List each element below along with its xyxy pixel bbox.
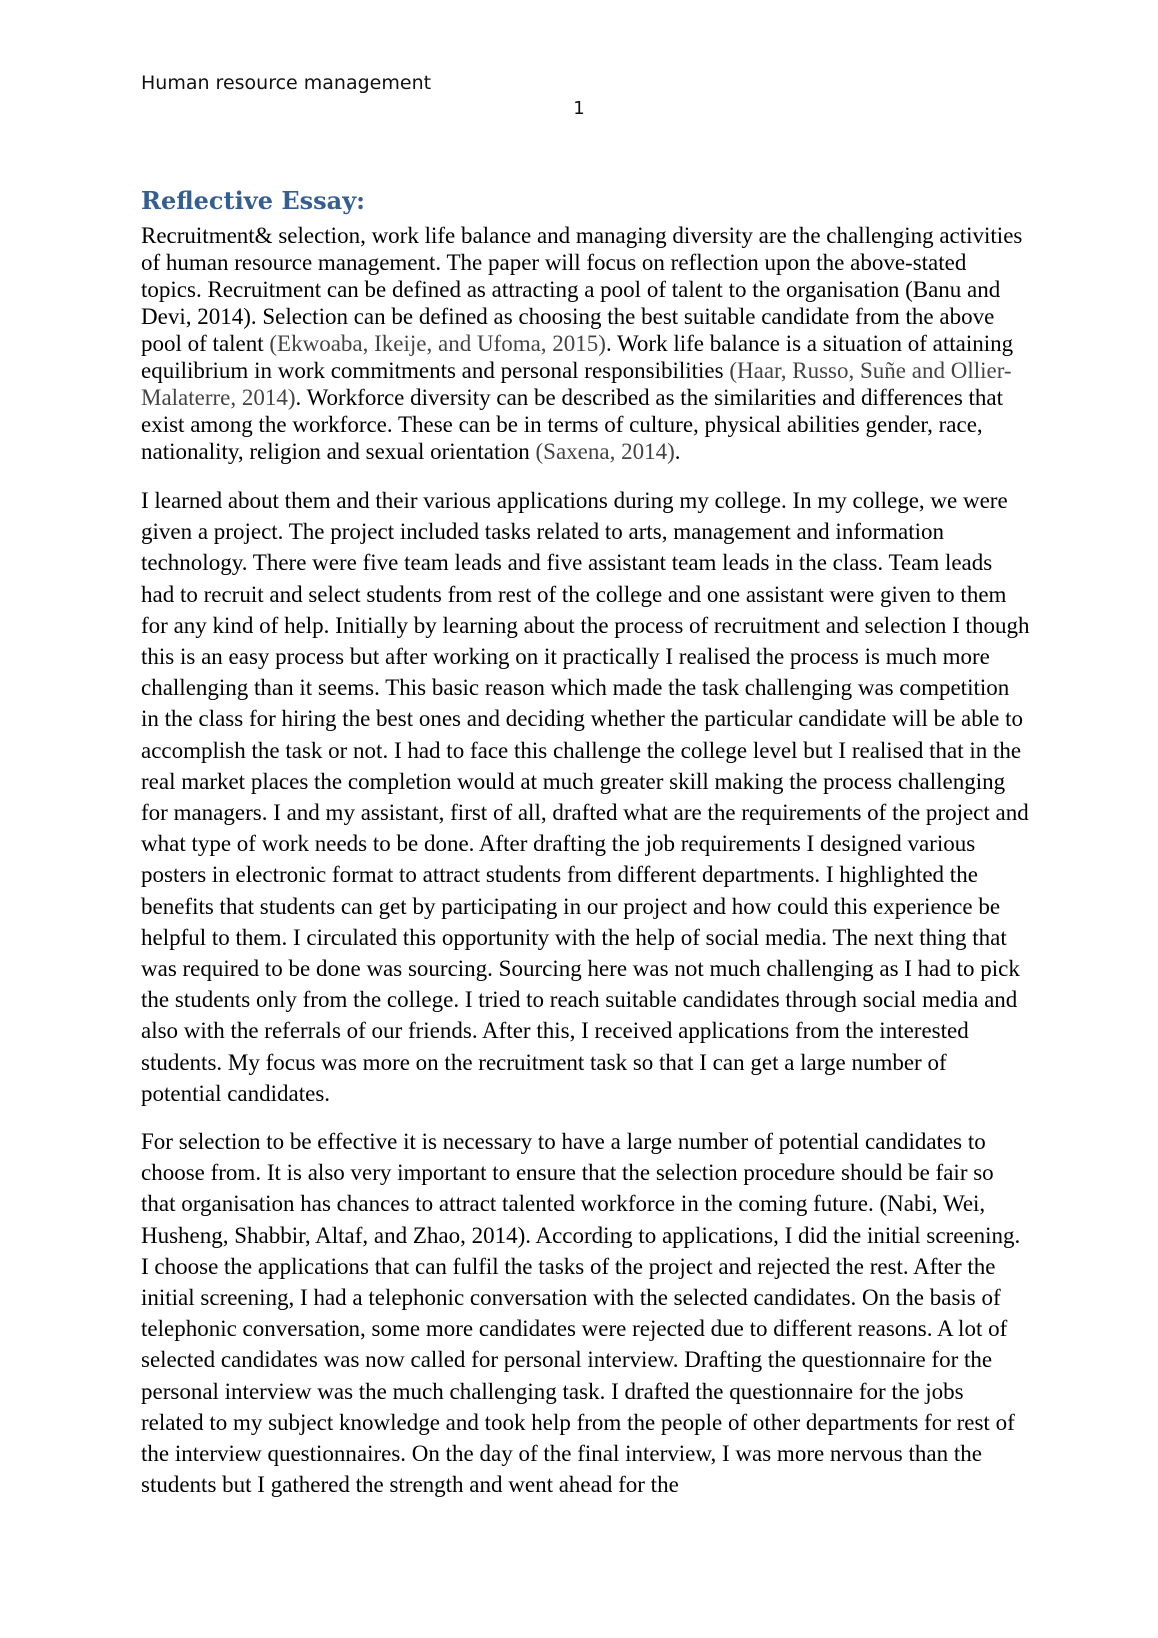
citation-ekwoaba: (Ekwoaba, Ikeije, and Ufoma, 2015) — [269, 331, 606, 356]
paragraph-intro-text-a: Recruitment& selection, work life balance and managing diversity are the challenging activities of human resource management. The paper will focus on reflection upon the above-stated topics. Recruitment can be defined as attracting a pool of talent to the organisation (Banu and Devi, 2014). Selection can be defined as choosing the best suitable candidate from the above pool of talent — [141, 223, 1023, 356]
citation-saxena: (Saxena, 2014) — [535, 439, 675, 464]
paragraph-intro-text-d: . — [674, 439, 681, 464]
paragraph-intro-text-c: . Workforce diversity can be described as the similarities and differences that exist among the workforce. These can be in terms of culture, physical abilities gender, race, nationality, religion and sexual orientation — [141, 385, 1004, 464]
essay-heading: Reflective Essay: — [141, 186, 365, 215]
paragraph-intro-text-b: . Work life balance is a situation of attaining equilibrium in work commitments and personal responsibilities — [141, 331, 1014, 383]
essay-body — [141, 186, 1031, 1518]
citation-haar: (Haar, Russo, Suñe and Ollier-Malaterre, 2014) — [141, 358, 1012, 410]
paragraph-college-project: I learned about them and their various applications during my college. In my college, we were given a project. The project included tasks related to arts, management and information technology. There were five team leads and five assistant team leads in the class. Team leads had to recruit and select students from rest of the college and one assistant were given to them for any kind of help. Initially by learning about the process of recruitment and selection I though this is an easy process but after working on it practically I realised the process is much more challenging than it seems. This basic reason which made the task challenging was competition in the class for hiring the best ones and deciding whether the particular candidate will be able to accomplish the task or not. I had to face this challenge the college level but I realised that in the real market places the completion would at much greater skill making the process challenging for managers. I and my assistant, first of all, drafted what are the requirements of the project and what type of work needs to be done. After drafting the job requirements I designed various posters in electronic format to attract students from different departments. I highlighted the benefits that students can get by participating in our project and how could this experience be helpful to them. I circulated this opportunity with the help of social media. The next thing that was required to be done was sourcing. Sourcing here was not much challenging as I had to pick the students only from the college. I tried to reach suitable candidates through social media and also with the referrals of our friends. After this, I received applications from the interested students. My focus was more on the recruitment task so that I can get a large number of potential candidates. — [141, 488, 1030, 1106]
paragraph-selection: For selection to be effective it is necessary to have a large number of potential candidates to choose from. It is also very important to ensure that the selection procedure should be fair so that organisation has chances to attract talented workforce in the coming future. (Nabi, Wei, Husheng, Shabbir, Altaf, and Zhao, 2014). According to applications, I did the initial screening. I choose the applications that can fulfil the tasks of the project and rejected the rest. After the initial screening, I had a telephonic conversation with the selected candidates. On the basis of telephonic conversation, some more candidates were rejected due to different reasons. A lot of selected candidates was now called for personal interview. Drafting the questionnaire for the personal interview was the much challenging task. I drafted the questionnaire for the jobs related to my subject knowledge and took help from the people of other departments for rest of the interview questionnaires. On the day of the final interview, I was more nervous than the students but I gathered the strength and went ahead for the — [141, 1129, 1021, 1498]
running-header: Human resource management — [141, 72, 432, 94]
page-number: 1 — [573, 98, 585, 119]
paragraph-intro — [141, 222, 1031, 465]
